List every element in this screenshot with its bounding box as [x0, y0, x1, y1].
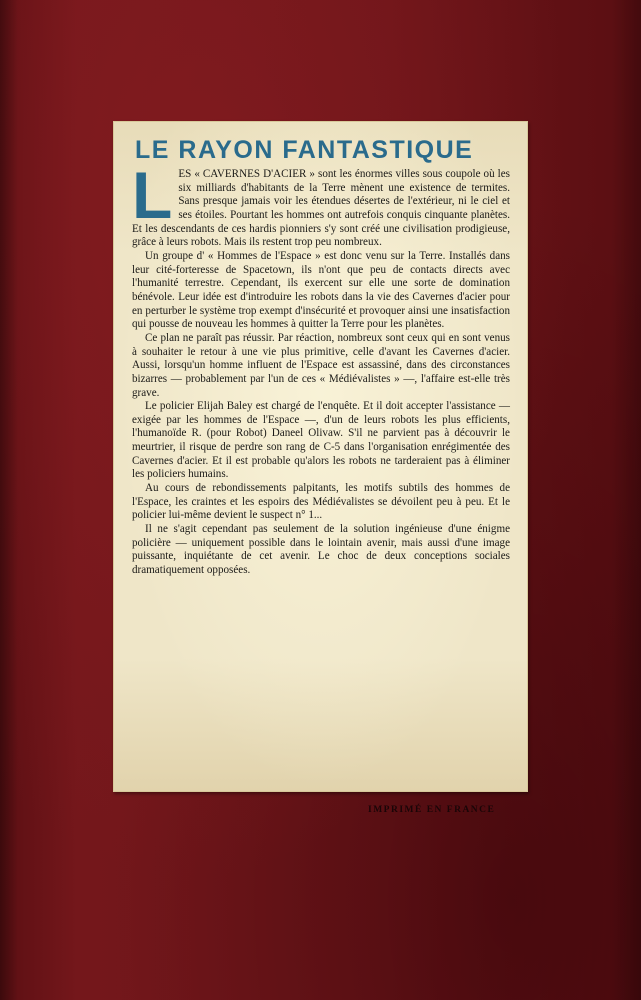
edge-wear — [611, 0, 641, 1000]
drop-cap: L — [132, 158, 173, 232]
blurb-paragraph-4: Le policier Elijah Baley est chargé de l'enquête. Et il doit accepter l'assistance — exigée par les hommes de l'Espace —, d'un de leurs robots les plus efficients, l'humanoïde R. (pour Robot) Daneel Olivaw. S'il ne parvient pas à découvrir le meurtrier, il risque de perdre son rang de C-5 dans l'organisation enrégimentée des Cavernes d'acier. Et il est probable qu'alors les robots ne tarderaient pas à éliminer les policiers humains. — [132, 400, 510, 481]
blurb-paragraph-2: Un groupe d' « Hommes de l'Espace » est donc venu sur la Terre. Installés dans leur cité-forteresse de Spacetown, ils n'ont que peu de contacts directs avec l'humanité terrestre. Cependant, ils exercent sur elle une sorte de domination bénévole. Leur idée est d'introduire les robots dans la vie des Cavernes d'acier pour en perturber le système trop exempt d'insécurité et provoquer ainsi une insatisfaction qui pousse de nouveau les hommes à quitter la Terre pour les planètes. — [132, 249, 510, 331]
blurb-paragraph-5: Au cours de rebondissements palpitants, les motifs subtils des hommes de l'Espace, les craintes et les espoirs des Médiévalistes se dévoilent peu à peu. Et le policier lui-même devient le suspect n° 1... — [132, 482, 510, 522]
printed-in-france-note: IMPRIMÉ EN FRANCE — [368, 805, 496, 815]
blurb-label — [113, 121, 528, 792]
blurb-paragraph-6: Il ne s'agit cependant pas seulement de la solution ingénieuse d'une énigme policière — uniquement possible dans le lointain avenir, mais aussi d'une image puissante, inquiétante de cet avenir. Le choc de deux conceptions sociales dramatiquement opposées. — [132, 523, 510, 577]
blurb-paragraph-1: LES « CAVERNES D'ACIER » sont les énormes villes sous coupole où les six milliards d'habitants de la Terre mènent une existence de termites. Sans presque jamais voir les étendues désertes de l'extérieur, ni le ciel et ses étoiles. Pourtant les hommes ont autrefois conquis cinquante planètes. Et les descendants de ces hardis pionniers s'y sont créé une civilisation prodigieuse, grâce à leurs robots. Mais ils restent trop peu nombreux. — [132, 158, 510, 249]
series-title: LE RAYON FANTASTIQUE — [135, 136, 474, 164]
spine-shadow — [0, 0, 18, 1000]
blurb-paragraph-3: Ce plan ne paraît pas réussir. Par réaction, nombreux sont ceux qui en sont venus à souhaiter le retour à une vie plus primitive, celle d'avant les Cavernes d'acier. Aussi, lorsqu'un homme influent de l'Espace est assassiné, dans des circonstances bizarres — probablement par l'un de ces « Médiévalistes » —, l'affaire est-elle très grave. — [132, 331, 510, 399]
blurb-text — [132, 158, 510, 578]
